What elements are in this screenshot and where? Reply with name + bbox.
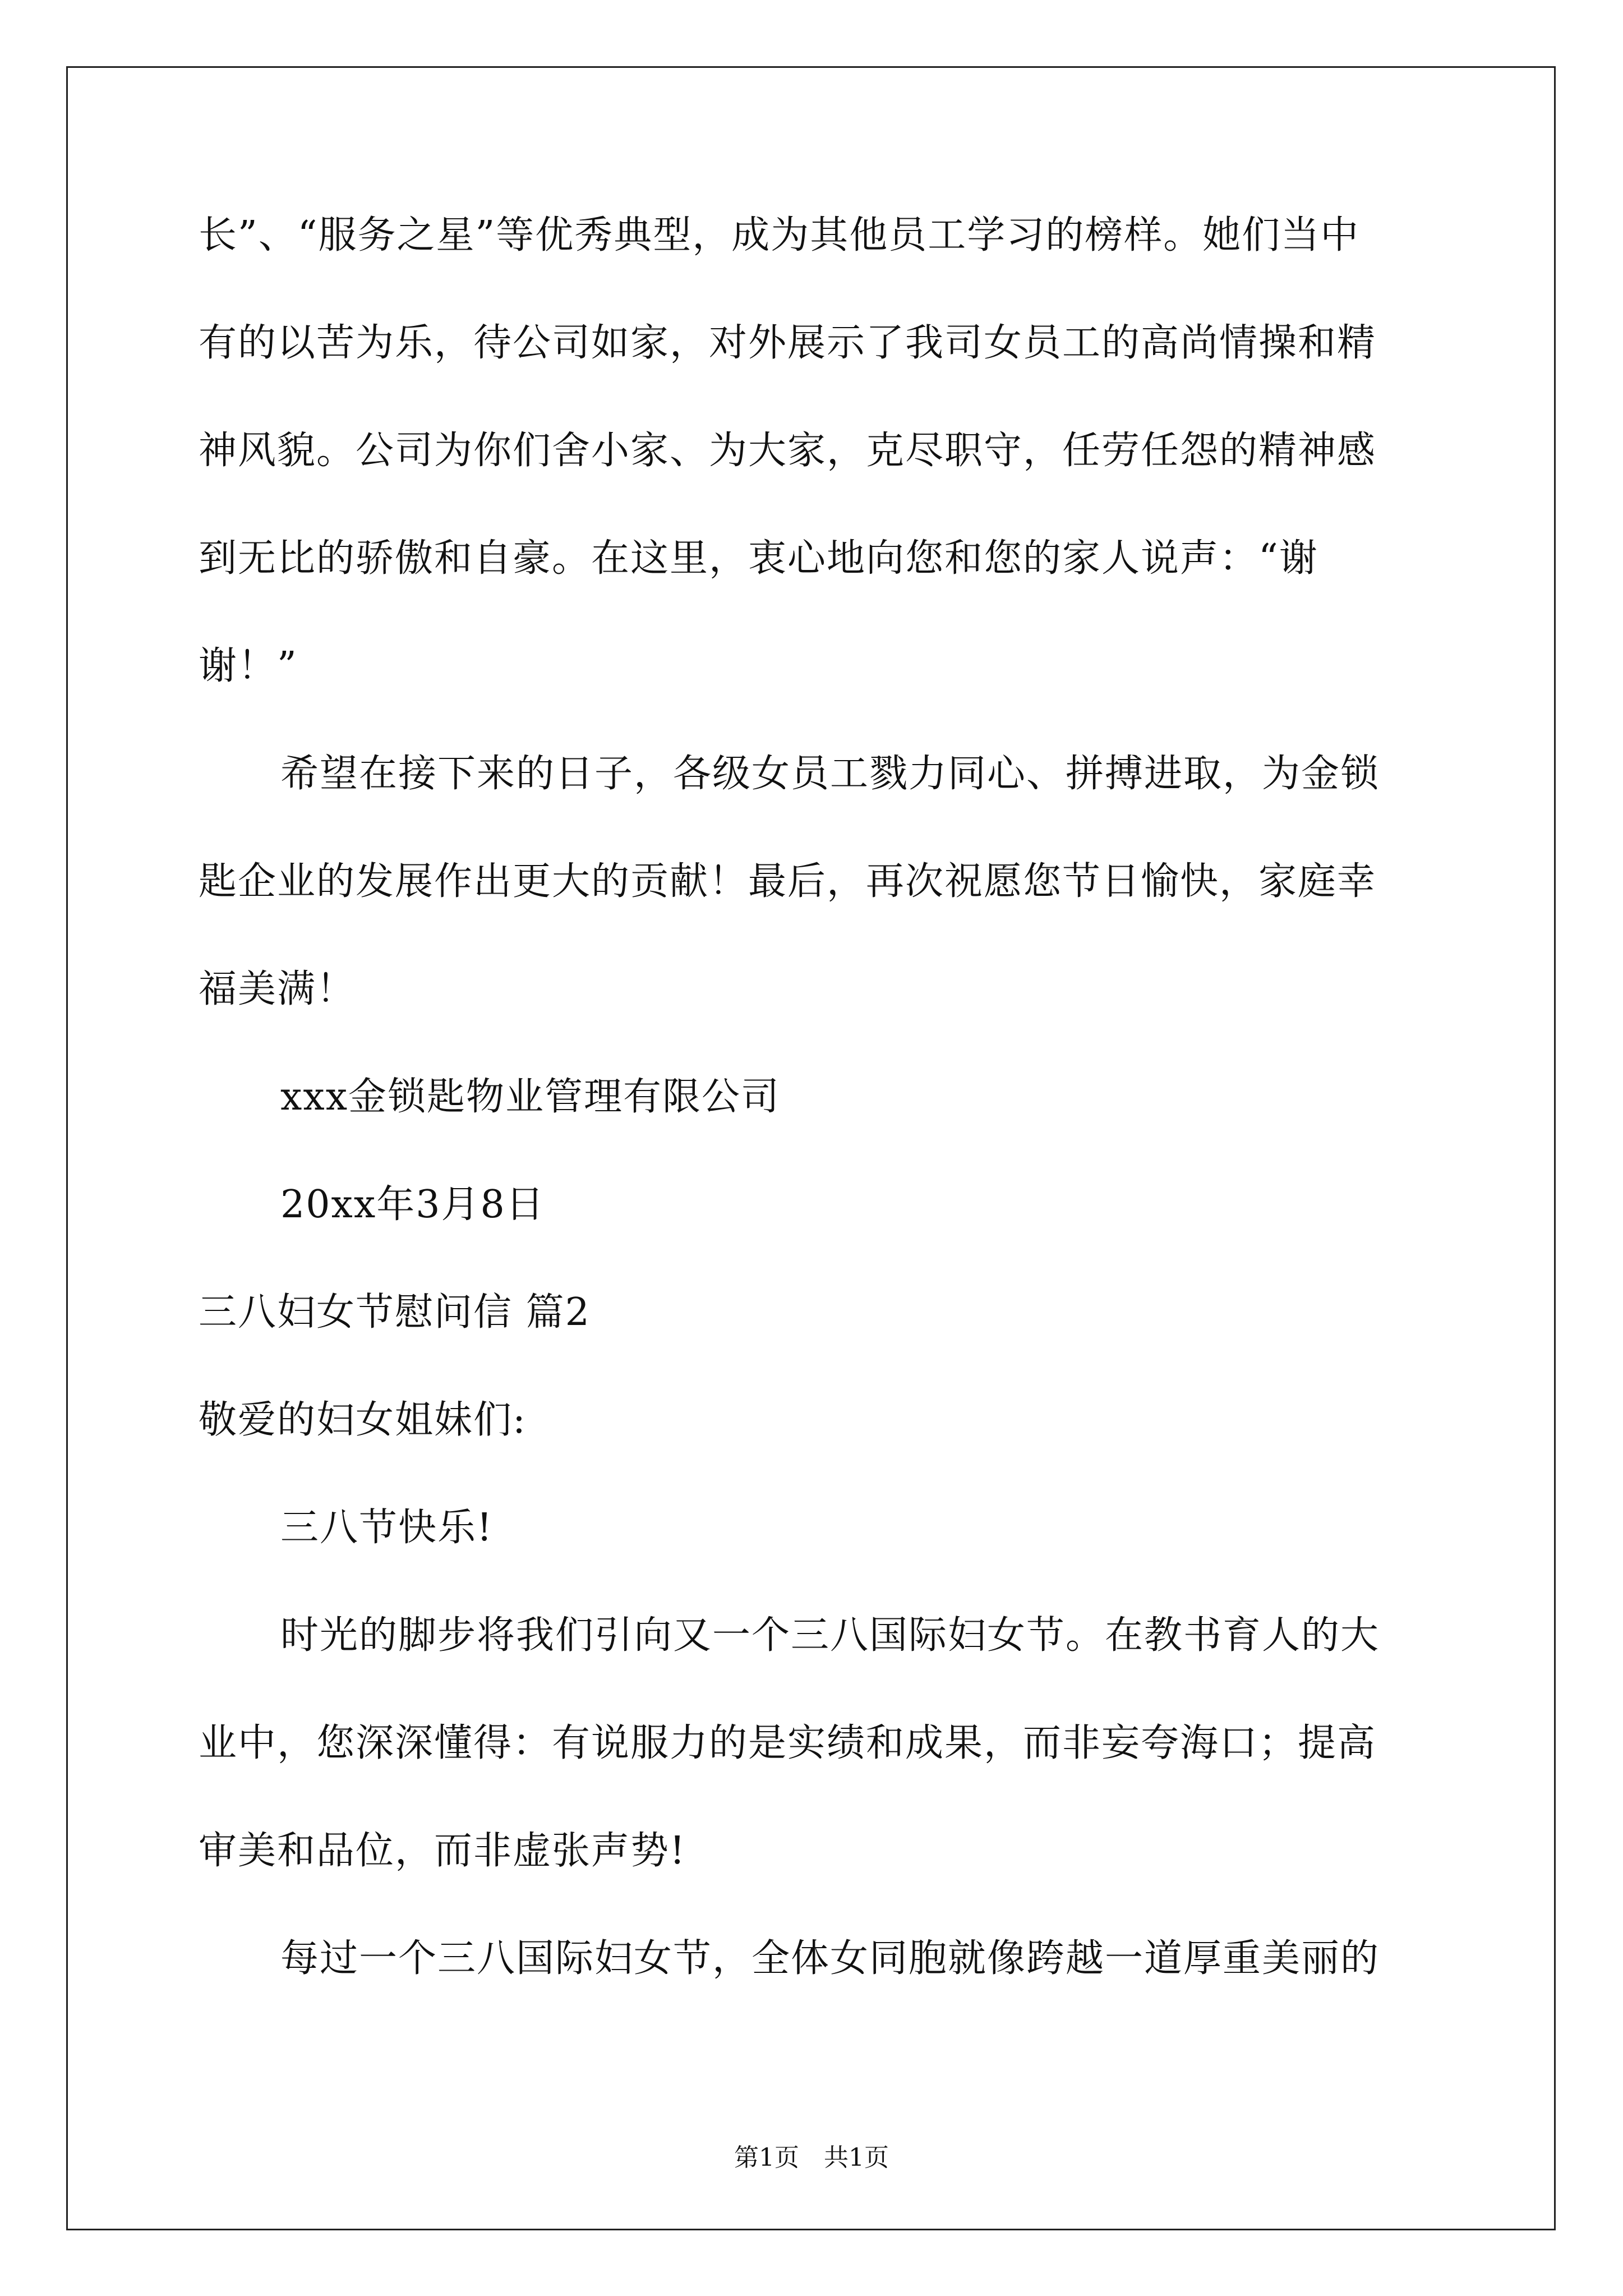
text-line: 到无比的骄傲和自豪。在这里，衷心地向您和您的家人说声：“谢	[199, 536, 1318, 581]
text-line: 长”、“服务之星”等优秀典型，成为其他员工学习的榜样。她们当中	[199, 213, 1360, 257]
salutation: 敬爱的妇女姐妹们:	[199, 1398, 527, 1442]
text-line: 谢！”	[199, 644, 298, 688]
section-heading: 三八妇女节慰问信 篇2	[199, 1290, 591, 1335]
paragraph-start-line: 时光的脚步将我们引向又一个三八国际妇女节。在教书育人的大	[280, 1613, 1380, 1658]
text-line: 审美和品位，而非虚张声势!	[199, 1829, 686, 1873]
paragraph-start-line: 每过一个三八国际妇女节，全体女同胞就像跨越一道厚重美丽的	[280, 1936, 1380, 1981]
paragraph-start-line: 希望在接下来的日子，各级女员工戮力同心、拼搏进取，为金锁	[280, 752, 1380, 796]
greeting-line: 三八节快乐!	[280, 1506, 494, 1550]
signature-date: 20xx年3月8日	[280, 1182, 545, 1227]
text-line: 业中，您深深懂得：有说服力的是实绩和成果，而非妄夸海口；提高	[199, 1721, 1377, 1765]
document-body	[199, 209, 1427, 2040]
page-number-footer: 第1页 共1页	[734, 2143, 889, 2172]
text-line: 神风貌。公司为你们舍小家、为大家，克尽职守，任劳任怨的精神感	[199, 429, 1377, 473]
text-line: 有的以苦为乐，待公司如家，对外展示了我司女员工的高尚情操和精	[199, 321, 1377, 365]
company-signature: xxx金锁匙物业管理有限公司	[280, 1075, 781, 1119]
text-line: 福美满！	[199, 967, 356, 1011]
text-line: 匙企业的发展作出更大的贡献！最后，再次祝愿您节日愉快，家庭幸	[199, 859, 1377, 904]
